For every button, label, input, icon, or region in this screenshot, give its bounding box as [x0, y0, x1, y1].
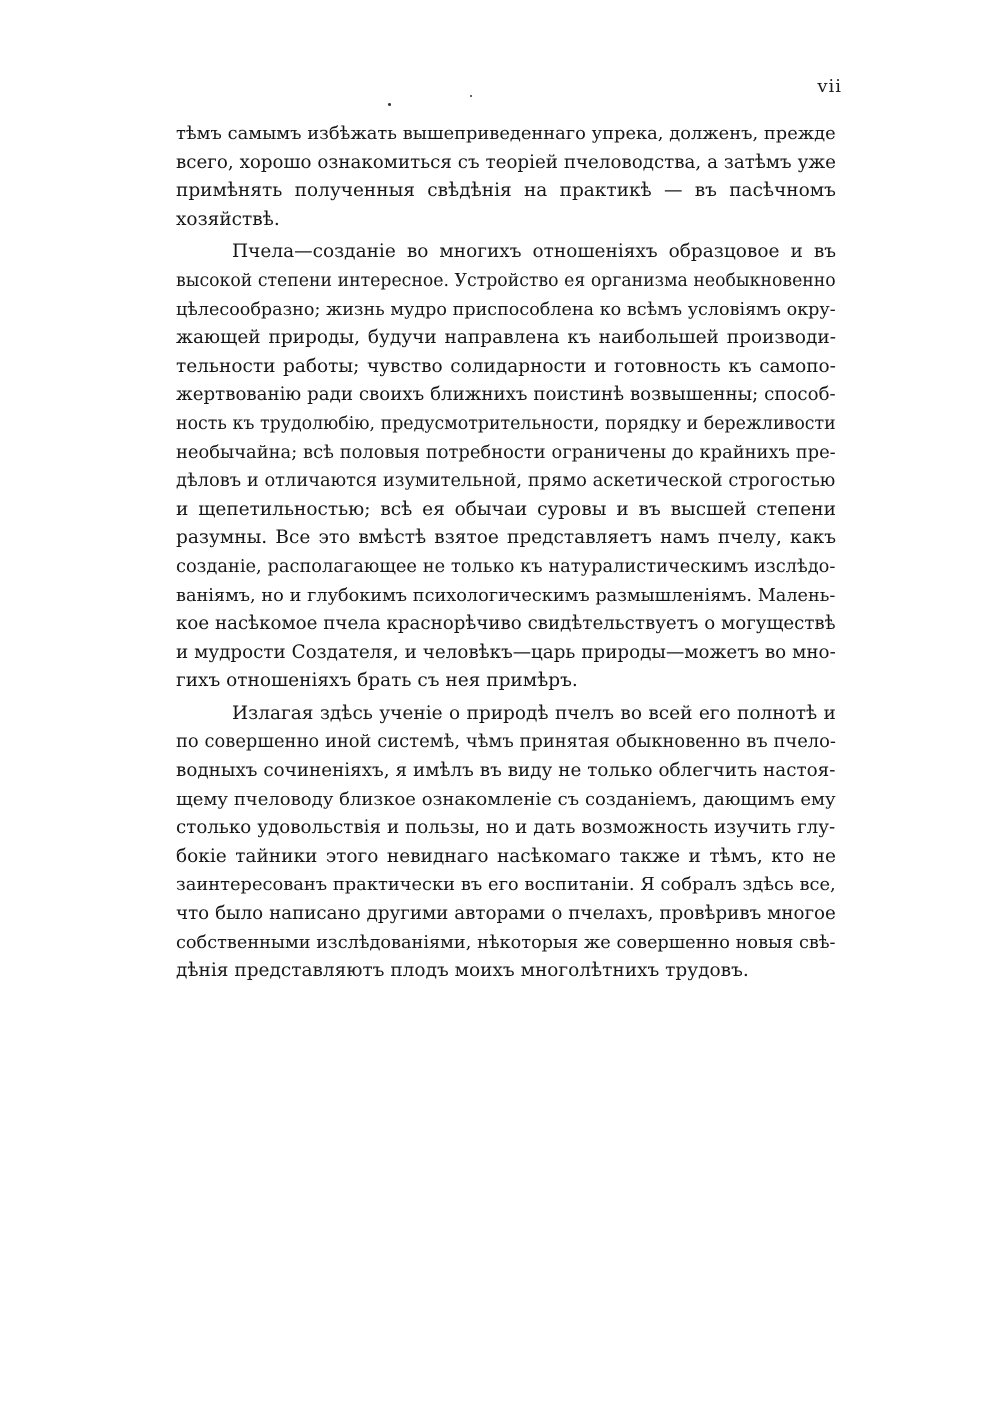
- text-line: Пчела—созданіе во многихъ отношеніяхъ образцовое и въ: [232, 241, 836, 263]
- paragraph: [176, 238, 836, 696]
- text-line: ваніямъ, но и глубокимъ психологическимъ размышленіямъ. Малень-: [176, 585, 836, 606]
- text-line: что было написано другими авторами о пчелахъ, провѣривъ многое: [176, 903, 836, 925]
- text-line: и мудрости Создателя, и человѣкъ—царь природы—можетъ во мно-: [176, 641, 836, 663]
- text-line: тельности работы; чувство солидарности и готовность къ самопо-: [176, 355, 836, 377]
- text-line: собственными изслѣдованіями, нѣкоторыя же совершенно новыя свѣ-: [176, 932, 836, 953]
- text-line: примѣнять полученныя свѣдѣнія на практикѣ — въ пасѣчномъ: [176, 180, 836, 202]
- body-text: [176, 120, 836, 986]
- text-line: ность къ трудолюбію, предусмотрительности, порядку и бережливости: [176, 413, 836, 434]
- ink-speck: [470, 95, 472, 97]
- text-line: разумны. Все это вмѣстѣ взятое представляетъ намъ пчелу, какъ: [176, 527, 836, 549]
- text-line: жертвованію ради своихъ ближнихъ поистинѣ возвышенны; способ-: [176, 384, 836, 406]
- text-line: щему пчеловоду близкое ознакомленіе съ созданіемъ, дающимъ ему: [176, 788, 836, 810]
- text-line: созданіе, располагающее не только къ натуралистическимъ изслѣдо-: [176, 555, 836, 577]
- text-line: жающей природы, будучи направлена къ наибольшей производи-: [176, 327, 836, 349]
- ink-speck: [388, 103, 391, 106]
- text-line: заинтересованъ практически въ его воспитаніи. Я собралъ здѣсь все,: [176, 874, 836, 896]
- text-line: всего, хорошо ознакомиться съ теоріей пчеловодства, а затѣмъ уже: [176, 151, 836, 173]
- page-number: vii: [817, 76, 842, 97]
- text-line: тѣмъ самымъ избѣжать вышеприведеннаго упрека, долженъ, прежде: [176, 123, 836, 144]
- text-line: высокой степени интересное. Устройство ея организма необыкновенно: [176, 270, 836, 291]
- text-line: столько удовольствія и пользы, но и дать возможность изучить глу-: [176, 817, 836, 839]
- text-line: водныхъ сочиненіяхъ, я имѣлъ въ виду не только облегчить настоя-: [176, 760, 836, 782]
- text-line: дѣнія представляютъ плодъ моихъ многолѣтнихъ трудовъ.: [176, 960, 749, 982]
- text-line: и щепетильностью; всѣ ея обычаи суровы и въ высшей степени: [176, 498, 836, 520]
- text-line: гихъ отношеніяхъ брать съ нея примѣръ.: [176, 670, 578, 692]
- paragraph: [176, 700, 836, 986]
- paragraph: [176, 120, 836, 234]
- text-line: по совершенно иной системѣ, чѣмъ принятая обыкновенно въ пчело-: [176, 731, 836, 753]
- text-line: хозяйствѣ.: [176, 208, 280, 230]
- text-line: необычайна; всѣ половыя потребности ограничены до крайнихъ пре-: [176, 441, 836, 463]
- text-line: Излагая здѣсь ученіе о природѣ пчелъ во всей его полнотѣ и: [232, 702, 836, 724]
- text-line: дѣловъ и отличаются изумительной, прямо аскетической строгостью: [176, 470, 836, 492]
- text-line: цѣлесообразно; жизнь мудро приспособлена ко всѣмъ условіямъ окру-: [176, 299, 836, 320]
- text-line: бокіе тайники этого невиднаго насѣкомаго также и тѣмъ, кто не: [176, 845, 836, 867]
- text-line: кое насѣкомое пчела краснорѣчиво свидѣтельствуетъ о могуществѣ: [176, 613, 836, 635]
